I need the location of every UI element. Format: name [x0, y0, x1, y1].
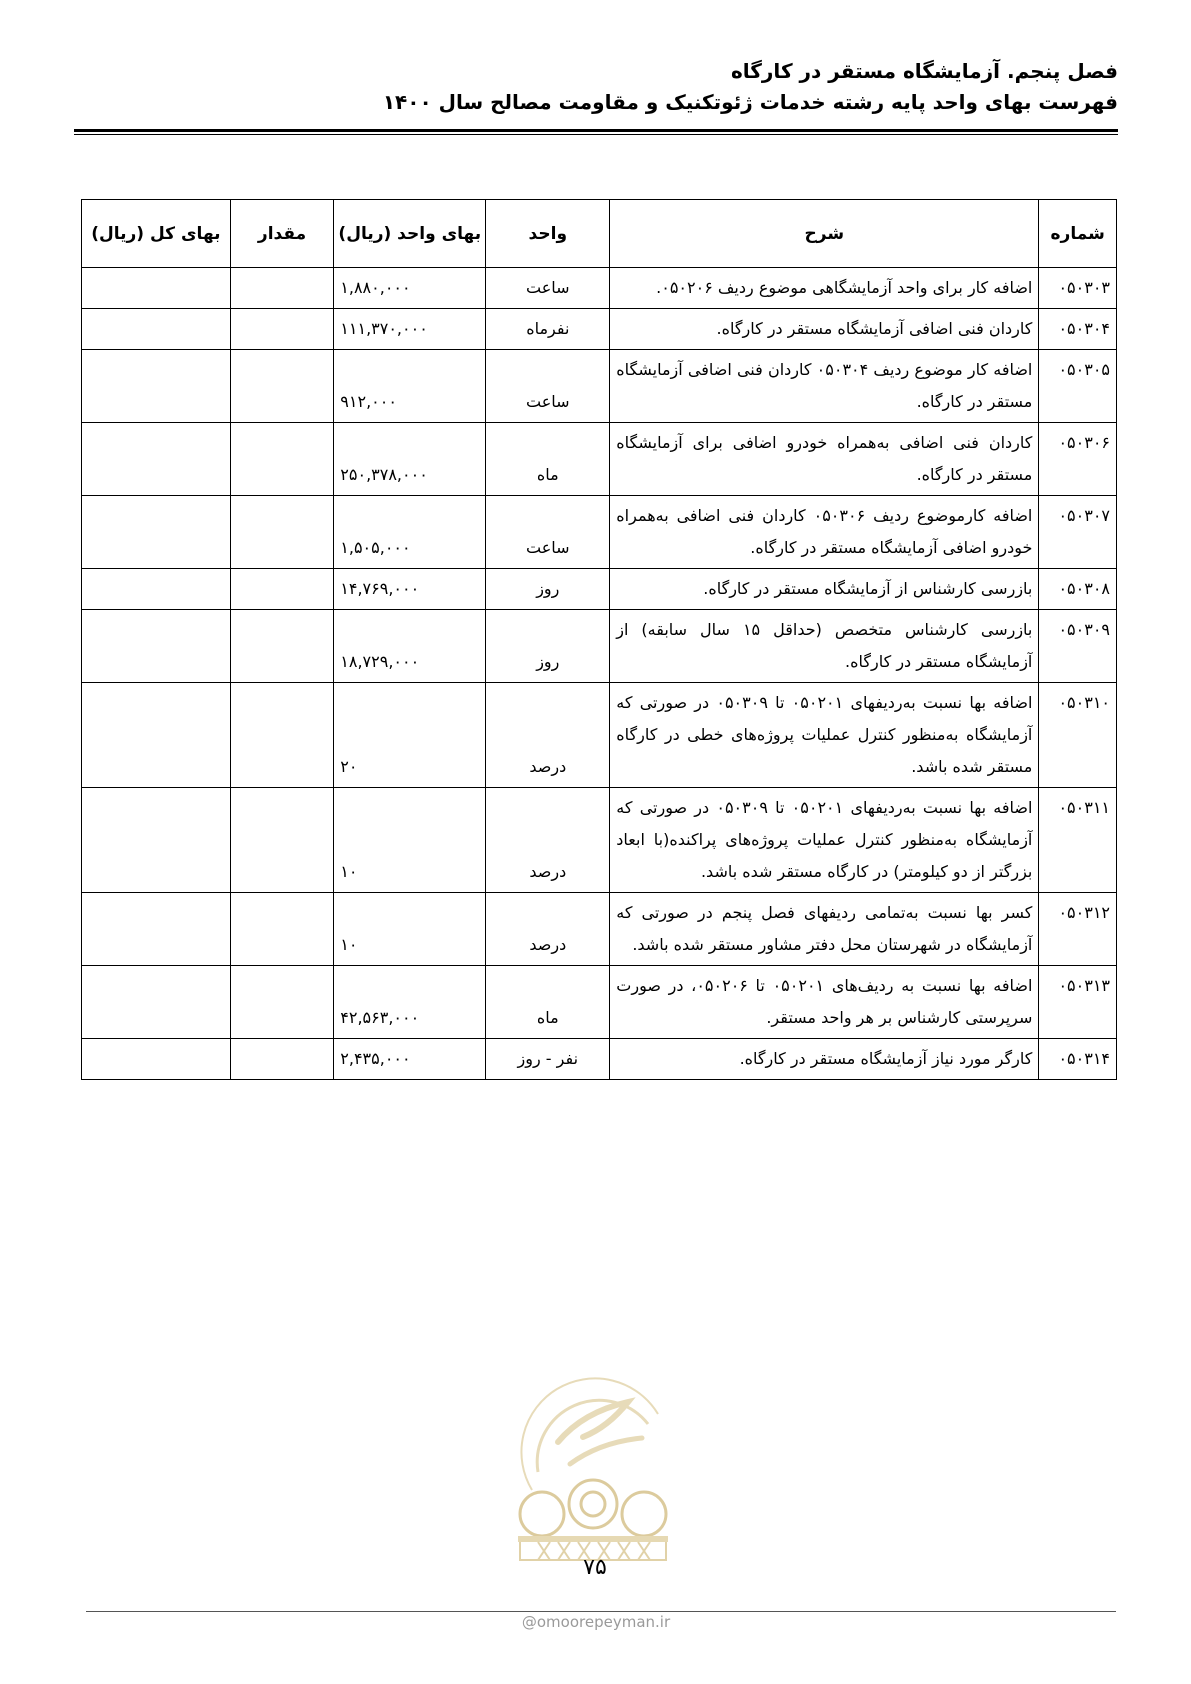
table-row [82, 683, 1117, 788]
row-description: کارگر مورد نیاز آزمایشگاه مستقر در کارگاه. [610, 1039, 1039, 1080]
row-unit-price: ۱,۵۰۵,۰۰۰ [334, 496, 486, 569]
row-total [82, 683, 231, 788]
row-unit: ماه [486, 423, 610, 496]
row-description: کسر بها نسبت به‌تمامی ردیفهای فصل پنجم در صورتی که آزمایشگاه در شهرستان محل دفتر مشاور مستقر شده باشد. [610, 893, 1039, 966]
row-total [82, 496, 231, 569]
table-row [82, 893, 1117, 966]
website-watermark: @omoorepeyman.ir [506, 1613, 686, 1631]
row-total [82, 893, 231, 966]
row-unit-price: ۴۲,۵۶۳,۰۰۰ [334, 966, 486, 1039]
row-description: اضافه کارموضوع ردیف ۰۵۰۳۰۶ کاردان فنی اضافی به‌همراه خودرو اضافی آزمایشگاه مستقر در کارگاه. [610, 496, 1039, 569]
header-description: شرح [610, 200, 1039, 268]
row-number: ۰۵۰۳۱۰ [1039, 683, 1117, 788]
row-total [82, 788, 231, 893]
row-unit-price: ۲۰ [334, 683, 486, 788]
row-quantity [230, 309, 334, 350]
row-unit-price: ۱۱۱,۳۷۰,۰۰۰ [334, 309, 486, 350]
table-row [82, 788, 1117, 893]
header-quantity: مقدار [230, 200, 334, 268]
row-quantity [230, 683, 334, 788]
header-rule-thick [74, 129, 1118, 132]
row-description: اضافه کار برای واحد آزمایشگاهی موضوع ردیف ۰۵۰۲۰۶. [610, 268, 1039, 309]
row-unit: ساعت [486, 268, 610, 309]
row-number: ۰۵۰۳۱۴ [1039, 1039, 1117, 1080]
row-description: بازرسی کارشناس متخصص (حداقل ۱۵ سال سابقه) از آزمایشگاه مستقر در کارگاه. [610, 610, 1039, 683]
header-number: شماره [1039, 200, 1117, 268]
chapter-title: فصل پنجم. آزمایشگاه مستقر در کارگاه [730, 59, 1118, 83]
table-row [82, 610, 1117, 683]
row-quantity [230, 496, 334, 569]
row-quantity [230, 268, 334, 309]
row-description: اضافه بها نسبت به‌ردیفهای ۰۵۰۲۰۱ تا ۰۵۰۳۰۹ در صورتی که آزمایشگاه به‌منظور کنترل عملیات پروژه‌های پراکنده(با ابعاد بزرگتر از دو کیلومتر) در کارگاه مستقر شده باشد. [610, 788, 1039, 893]
row-quantity [230, 893, 334, 966]
row-unit: ساعت [486, 350, 610, 423]
row-unit-price: ۹۱۲,۰۰۰ [334, 350, 486, 423]
row-number: ۰۵۰۳۰۵ [1039, 350, 1117, 423]
page-number: ۷۵ [583, 1555, 607, 1580]
row-total [82, 423, 231, 496]
row-quantity [230, 788, 334, 893]
header-rule-thin [74, 134, 1118, 135]
row-total [82, 610, 231, 683]
header-total-price: بهای کل (ریال) [82, 200, 231, 268]
row-unit-price: ۲۵۰,۳۷۸,۰۰۰ [334, 423, 486, 496]
table-row [82, 966, 1117, 1039]
header-unit-price: بهای واحد (ریال) [334, 200, 486, 268]
row-quantity [230, 569, 334, 610]
row-unit: نفر - روز [486, 1039, 610, 1080]
page-header [74, 56, 1118, 118]
row-total [82, 1039, 231, 1080]
table-row [82, 423, 1117, 496]
row-number: ۰۵۰۳۰۶ [1039, 423, 1117, 496]
table-row [82, 309, 1117, 350]
row-total [82, 309, 231, 350]
table-row [82, 569, 1117, 610]
row-number: ۰۵۰۳۰۴ [1039, 309, 1117, 350]
row-number: ۰۵۰۳۱۲ [1039, 893, 1117, 966]
document-subtitle: فهرست بهای واحد پایه رشته خدمات ژئوتکنیک و مقاومت مصالح سال ۱۴۰۰ [382, 90, 1118, 114]
table-row [82, 268, 1117, 309]
row-unit-price: ۱۸,۷۲۹,۰۰۰ [334, 610, 486, 683]
row-description: اضافه کار موضوع ردیف ۰۵۰۳۰۴ کاردان فنی اضافی آزمایشگاه مستقر در کارگاه. [610, 350, 1039, 423]
row-unit-price: ۱۴,۷۶۹,۰۰۰ [334, 569, 486, 610]
row-total [82, 350, 231, 423]
row-unit: ماه [486, 966, 610, 1039]
row-quantity [230, 423, 334, 496]
table-row [82, 1039, 1117, 1080]
row-unit-price: ۱۰ [334, 893, 486, 966]
row-unit-price: ۲,۴۳۵,۰۰۰ [334, 1039, 486, 1080]
table-header-row [82, 200, 1117, 268]
row-quantity [230, 350, 334, 423]
row-number: ۰۵۰۳۰۷ [1039, 496, 1117, 569]
row-description: اضافه بها نسبت به ردیف‌های ۰۵۰۲۰۱ تا ۰۵۰۲۰۶، در صورت سرپرستی کارشناس بر هر واحد مستقر. [610, 966, 1039, 1039]
row-quantity [230, 1039, 334, 1080]
row-description: بازرسی کارشناس از آزمایشگاه مستقر در کارگاه. [610, 569, 1039, 610]
row-number: ۰۵۰۳۰۳ [1039, 268, 1117, 309]
row-unit-price: ۱۰ [334, 788, 486, 893]
row-unit: ساعت [486, 496, 610, 569]
table-row [82, 350, 1117, 423]
row-unit: درصد [486, 893, 610, 966]
price-list-table [81, 199, 1117, 1080]
omoore-peyman-seal-logo [498, 1354, 688, 1584]
row-number: ۰۵۰۳۱۳ [1039, 966, 1117, 1039]
row-unit: روز [486, 610, 610, 683]
footer-rule [86, 1611, 1116, 1612]
row-total [82, 569, 231, 610]
row-total [82, 268, 231, 309]
header-unit: واحد [486, 200, 610, 268]
row-unit: درصد [486, 683, 610, 788]
row-number: ۰۵۰۳۰۹ [1039, 610, 1117, 683]
row-quantity [230, 610, 334, 683]
row-number: ۰۵۰۳۱۱ [1039, 788, 1117, 893]
row-unit: درصد [486, 788, 610, 893]
row-description: کاردان فنی اضافی آزمایشگاه مستقر در کارگاه. [610, 309, 1039, 350]
row-description: اضافه بها نسبت به‌ردیفهای ۰۵۰۲۰۱ تا ۰۵۰۳۰۹ در صورتی که آزمایشگاه به‌منظور کنترل عملیات پروژه‌های خطی در کارگاه مستقر شده باشد. [610, 683, 1039, 788]
row-unit-price: ۱,۸۸۰,۰۰۰ [334, 268, 486, 309]
table-row [82, 496, 1117, 569]
row-unit: روز [486, 569, 610, 610]
row-quantity [230, 966, 334, 1039]
row-number: ۰۵۰۳۰۸ [1039, 569, 1117, 610]
row-total [82, 966, 231, 1039]
row-description: کاردان فنی اضافی به‌همراه خودرو اضافی برای آزمایشگاه مستقر در کارگاه. [610, 423, 1039, 496]
row-unit: نفرماه [486, 309, 610, 350]
